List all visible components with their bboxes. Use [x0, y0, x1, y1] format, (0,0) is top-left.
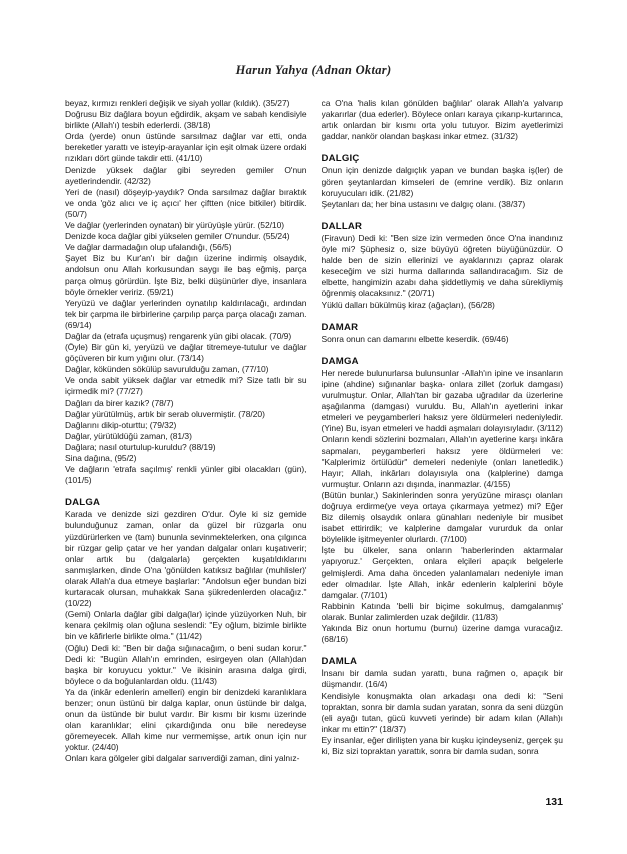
right-column-verse-paragraph: Rabbinin Katında 'belli bir biçime sokulmuş, damgalanmış' olarak. Bunlar zalimlerden uzak değildir. (11/83): [321, 600, 563, 622]
left-column-verse-paragraph: Şayet Biz bu Kur'an'ı bir dağın üzerine indirmiş olsaydık, andolsun onu Allah korkusundan saygı ile baş eğmiş, parça parça olmuş görürdün. İşte Biz, belki düşünürler diye, insanlara böyle örnekler veririz. (59/21): [65, 253, 307, 297]
left-column-verse-paragraph: Onları kara gölgeler gibi dalgalar sarıverdiği zaman, dini yalnız-: [65, 753, 300, 764]
right-column-verse-paragraph: İnsanı bir damla sudan yarattı, buna rağmen o, apaçık bir düşmandır. (16/4): [321, 668, 563, 690]
left-column-verse-paragraph: Denizde koca dağlar gibi yükselen gemiler O'nundur. (55/24): [65, 231, 290, 242]
left-column-verse-paragraph: Dağları da birer kazık? (78/7): [65, 397, 174, 408]
entry-heading-damar: DAMAR: [321, 321, 359, 333]
entry-heading-damga: DAMGA: [321, 355, 359, 367]
left-column-verse-paragraph: Dağlara; nasıl oturtulup-kuruldu? (88/19): [65, 441, 216, 452]
right-column-verse-paragraph: Yüklü dalları bükülmüş kiraz (ağaçları), (56/28): [321, 299, 495, 310]
left-column: [65, 98, 307, 765]
left-column-verse-paragraph: Ve dağların 'etrafa saçılmış' renkli yünler gibi olacakları (gün), (101/5): [65, 464, 307, 486]
right-column-verse-paragraph: Onun için denizde dalgıçlık yapan ve bundan başka iş(ler) de gören şeytanlardan kimseleri de (emrine verdik). Biz onların koruyucuları idik. (21/82): [321, 165, 563, 198]
left-column-verse-paragraph: Karada ve denizde sizi gezdiren O'dur. Öyle ki siz gemide bulunduğunuz zaman, onlar da güzel bir rüzgarla onu yüzdürürlerken ve (tam) bununla sevinmektelerken, ona çılgınca bir rüzgar gelip çatar ve her yandan dalgalar onları kuşatıverir; onlar artık bu (dalgalarla) gerçekten kuşatıldıklarını sanmışlarken, dinde O'na 'gönülden katıksız bağlılar (muhlisler)' olarak Allah'a dua etmeye başlarlar: "Andolsun eğer bundan bizi kurtaracak olursan, muhakkak Sana şükredenlerden olacağız." (10/22): [65, 509, 307, 609]
text-columns: [65, 98, 563, 765]
right-column-verse-paragraph: Ey insanlar, eğer dirilişten yana bir kuşku içindeyseniz, gerçek şu ki, Biz sizi topraktan yarattık, sonra bir damla sudan, sonra: [321, 734, 563, 756]
left-column-verse-paragraph: Ya da (inkâr edenlerin amelleri) engin bir denizdeki karanlıklara benzer; onun üstünü bir dalga kaplar, onun üstünde bir dalga, onun da üstünde bir bulut vardır. Bir kısmı bir kısmı üzerinde olan karanlıklar; elini çıkardığında onu bile neredeyse göremeyecek. Allah kime nur vermemişse, artık onun için nur yoktur. (24/40): [65, 686, 307, 753]
right-column-verse-paragraph: İşte bu ülkeler, sana onların 'haberlerinden aktarmalar yapıyoruz.' Gerçekten, onlara elçileri apaçık belgelerle gelmişlerdi. Ama daha önceden yalanlamaları nedeniyle iman eder olmadılar. İşte Allah, inkâr edenlerin kalplerini böyle damgalar. (7/101): [321, 545, 563, 600]
right-column-verse-paragraph: Şeytanları da; her bina ustasını ve dalgıç olanı. (38/37): [321, 198, 526, 209]
left-column-verse-paragraph: Dağlar yürütülmüş, artık bir serab oluvermiştir. (78/20): [65, 408, 265, 419]
right-column-verse-paragraph: Yakında Biz onun hortumu (burnu) üzerine damga vuracağız. (68/16): [321, 623, 563, 645]
left-column-verse-paragraph: (Öyle) Bir gün ki, yeryüzü ve dağlar titremeye-tutulur ve dağlar göçüveren bir kum yığını olur. (73/14): [65, 342, 307, 364]
left-column-verse-paragraph: Denizde yüksek dağlar gibi seyreden gemiler O'nun ayetlerindendir. (42/32): [65, 164, 307, 186]
right-column-verse-paragraph: (Firavun) Dedi ki: "Ben size izin vermeden önce O'na inandınız öyle mi? Şüphesiz o, size büyüyü öğreten büyüğünüzdür. O halde ben de sizin ellerinizi ve ayaklarınızı çapraz olarak keseceğim ve sizi hurma dallarında sallandıracağım. Siz de elbette, hangimizin azabı daha şiddetliymiş ve daha sürekliymiş öğrenmiş olacaksınız." (20/71): [321, 232, 563, 299]
entry-heading-dalga: DALGA: [65, 497, 101, 509]
right-column-verse-paragraph: Sonra onun can damarını elbette keserdik. (69/46): [321, 333, 509, 344]
entry-heading-dalgic: DALGIÇ: [321, 153, 360, 165]
left-column-verse-paragraph: Dağlar, kökünden sökülüp savurulduğu zaman, (77/10): [65, 364, 269, 375]
right-column-verse-paragraph: Onların kendi sözlerini bozmaları, Allah'ın ayetlerine karşı inkâra sapmaları, peygamberleri haksız yere öldürmeleri ve: "Kalplerimiz örtülüdür" demeleri nedeniyle (onları lanetledik.) Hayır; Allah, inkârları dolayısıyla ona (kalplerine) damga vurmuştur. Onların azı dışında, inanmazlar. (4/155): [321, 434, 563, 489]
entry-heading-damla: DAMLA: [321, 656, 358, 668]
left-column-verse-paragraph: Orda (yerde) onun üstünde sarsılmaz dağlar var etti, onda bereketler yarattı ve isteyip-arayanlar için eşit olmak üzere ordaki rızıkları dört günde takdir etti. (41/10): [65, 131, 307, 164]
left-column-verse-paragraph: Ve onda sabit yüksek dağlar var etmedik mi? Size tatlı bir su içirmedik mi? (77/27): [65, 375, 307, 397]
right-column-verse-paragraph: ca O'na 'halis kılan gönülden bağlılar' olarak Allah'a yalvarıp yakarırlar (dua ederler). Böylece onları karaya çıkarıp-kurtarınca, artık onlardan bir kısmı orta yolu tutuyor. Bizim ayetlerimizi gaddar, nankör olandan başkası inkar etmez. (31/32): [321, 98, 563, 142]
entry-heading-dallar: DALLAR: [321, 220, 363, 232]
right-column: [322, 98, 564, 765]
left-column-verse-paragraph: Ve dağlar (yerlerinden oynatan) bir yürüyüşle yürür. (52/10): [65, 220, 285, 231]
left-column-verse-paragraph: Dağlar, yürütüldüğü zaman, (81/3): [65, 430, 192, 441]
left-column-verse-paragraph: Sina dağına, (95/2): [65, 453, 137, 463]
left-column-verse-paragraph: Ve dağlar darmadağın olup ufalandığı, (56/5): [65, 242, 232, 253]
page-footer: [545, 792, 563, 810]
left-column-verse-paragraph: Yeryüzü ve dağlar yerlerinden oynatılıp kaldırılacağı, ardından tek bir çarpma ile birbirlerine çarpılıp parça parça olacağı zaman. (69/14): [65, 297, 307, 330]
left-column-verse-paragraph: (Oğlu) Dedi ki: "Ben bir dağa sığınacağım, o beni sudan korur." Dedi ki: "Bugün Allah'ın emrinden, esirgeyen olan (Allah)dan başka bir koruyucu yoktur." Ve ikisinin arasına dalga girdi, böylece o da boğulanlardan oldu. (11/43): [65, 642, 307, 686]
right-column-verse-paragraph: Kendisiyle konuşmakta olan arkadaşı ona dedi ki: "Seni topraktan, sonra bir damla sudan yaratan, sonra da seni düzgün (eli ayağı tutan, gücü kuvveti yerinde) bir adam kılan (Allah)ı inkar mı ettin?" (18/37): [321, 690, 563, 734]
left-column-verse-paragraph: Dağlar da (etrafa uçuşmuş) rengarenk yün gibi olacak. (70/9): [65, 330, 292, 341]
right-column-verse-paragraph: (Bütün bunlar,) Sakinlerinden sonra yeryüzüne mirasçı olanları doğruya erdirme(ye veya ortaya çıkarmaya yetmez) mi? Eğer Biz dilemiş olsaydık onlara günahları nedeniyle bir musibet isabet ettirirdik; ve kalplerine damgalar vururduk da onlar böylelikle işitmeyenler olurlardı. (7/100): [321, 489, 563, 545]
left-column-verse-paragraph: Dağlarını dikip-oturttu; (79/32): [65, 419, 177, 430]
page-title: Harun Yahya (Adnan Oktar): [235, 63, 392, 77]
left-column-verse-paragraph: (Gemi) Onlarla dağlar gibi dalga(lar) içinde yüzüyorken Nuh, bir kenara çekilmiş olan oğluna seslendi: "Ey oğlum, bizimle birlikte bin ve kâfirlerle birlikte olma." (11/42): [65, 609, 307, 642]
page-header: [0, 0, 627, 79]
page-number: 131: [545, 796, 563, 808]
right-column-verse-paragraph: Her nerede bulunurlarsa bulunsunlar -Allah'ın ipine ve insanların ipine (ahdine) sığınanlar başka- onlara zillet (zorluk damgası) vurulmuştur. Onlar, Allah'tan bir gazaba uğradılar da üzerlerine aşağılanma (damgası) vuruldu. Bu, Allah'ın ayetlerini inkar etmeleri ve peygamberleri haksız yere öldürmeleri nedeniyledir. (Yine) Bu, isyan etmeleri ve haddi aşmaları dolayısıyladır. (3/112): [321, 367, 563, 434]
left-column-verse-paragraph: Doğrusu Biz dağlara boyun eğdirdik, akşam ve sabah kendisiyle birlikte (Allah'ı) tesbih ederlerdi. (38/18): [65, 109, 307, 131]
left-column-verse-paragraph: beyaz, kırmızı renkleri değişik ve siyah yollar (kıldık). (35/27): [65, 98, 290, 108]
left-column-verse-paragraph: Yeri de (nasıl) döşeyip-yaydık? Onda sarsılmaz dağlar bıraktık ve onda 'göz alıcı ve iç açıcı' her çiftten (nice bitkiler) bitirdik. (50/7): [65, 186, 307, 219]
